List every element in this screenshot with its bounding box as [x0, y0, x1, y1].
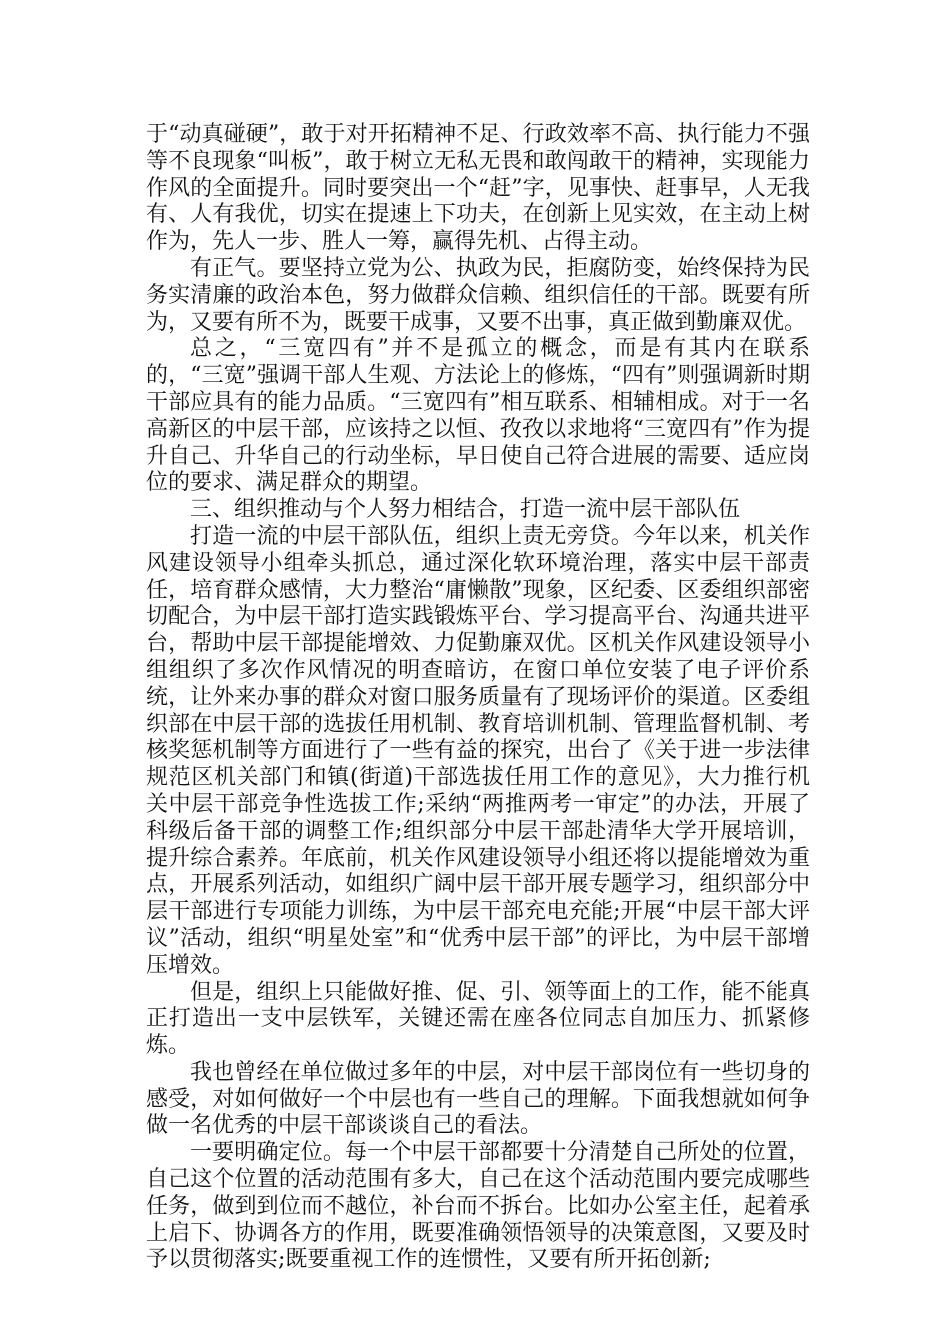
document-body: [146, 122, 810, 1274]
paragraph: 有正气。要坚持立党为公、执政为民，拒腐防变，始终保持为民务实清廉的政治本色，努力做群众信赖、组织信任的干部。既要有所为，又要有所不为，既要干成事，又要不出事，真正做到勤廉双优。: [146, 255, 810, 335]
paragraph: 我也曾经在单位做过多年的中层，对中层干部岗位有一些切身的感受，对如何做好一个中层也有一些自己的理解。下面我想就如何争做一名优秀的中层干部谈谈自己的看法。: [146, 1059, 810, 1139]
paragraph: 总之，“三宽四有”并不是孤立的概念，而是有其内在联系的，“三宽”强调干部人生观、方法论上的修炼，“四有”则强调新时期干部应具有的能力品质。“三宽四有”相互联系、相辅相成。对于一名高新区的中层干部，应该持之以恒、孜孜以求地将“三宽四有”作为提升自己、升华自己的行动坐标，早日使自己符合进展的需要、适应岗位的要求、满足群众的期望。: [146, 336, 810, 496]
paragraph: 一要明确定位。每一个中层干部都要十分清楚自己所处的位置，自己这个位置的活动范围有多大，自己在这个活动范围内要完成哪些任务，做到到位而不越位，补台而不拆台。比如办公室主任，起着承上启下、协调各方的作用，既要准确领悟领导的决策意图，又要及时予以贯彻落实;既要重视工作的连惯性，又要有所开拓创新;: [146, 1140, 810, 1273]
paragraph: 但是，组织上只能做好推、促、引、领等面上的工作，能不能真正打造出一支中层铁军，关键还需在座各位同志自加压力、抓紧修炼。: [146, 979, 810, 1059]
paragraph: 于“动真碰硬”，敢于对开拓精神不足、行政效率不高、执行能力不强等不良现象“叫板”，敢于树立无私无畏和敢闯敢干的精神，实现能力作风的全面提升。同时要突出一个“赶”字，见事快、赶事早，人无我有、人有我优，切实在提速上下功夫，在创新上见实效，在主动上树作为，先人一步、胜人一筹，赢得先机、占得主动。: [146, 122, 810, 255]
section-heading: 三、组织推动与个人努力相结合，打造一流中层干部队伍: [190, 497, 741, 523]
paragraph: 打造一流的中层干部队伍，组织上责无旁贷。今年以来，机关作风建设领导小组牵头抓总，通过深化软环境治理，落实中层干部责任，培育群众感情，大力整治“庸懒散”现象，区纪委、区委组织部密切配合，为中层干部打造实践锻炼平台、学习提高平台、沟通共进平台，帮助中层干部提能增效、力促勤廉双优。区机关作风建设领导小组组织了多次作风情况的明查暗访，在窗口单位安装了电子评价系统，让外来办事的群众对窗口服务质量有了现场评价的渠道。区委组织部在中层干部的选拔任用机制、教育培训机制、管理监督机制、考核奖惩机制等方面进行了一些有益的探究，出台了《关于进一步法律规范区机关部门和镇(街道)干部选拔任用工作的意见》，大力推行机关中层干部竞争性选拔工作;采纳“两推两考一审定”的办法，开展了科级后备干部的调整工作;组织部分中层干部赴清华大学开展培训，提升综合素养。年底前，机关作风建设领导小组还将以提能增效为重点，开展系列活动，如组织广阔中层干部开展专题学习，组织部分中层干部进行专项能力训练，为中层干部充电充能;开展“中层干部大评议”活动，组织“明星处室”和“优秀中层干部”的评比，为中层干部增压增效。: [146, 523, 810, 978]
